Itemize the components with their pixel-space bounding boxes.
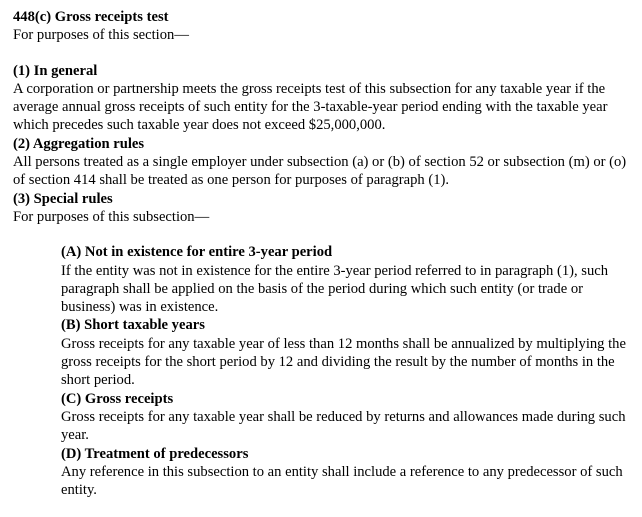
subsection-d: [61, 445, 636, 500]
subsection-heading: (A) Not in existence for entire 3-year period: [61, 244, 333, 261]
subsection-heading: (B) Short taxable years: [61, 317, 205, 334]
section-1: [13, 62, 634, 135]
section-text: All persons treated as a single employer under subsection (a) or (b) of section 52 or subsection (m) or (o) of section 414 shall be treated as one person for purposes of paragraph (1).: [13, 154, 627, 189]
spacer: [13, 45, 634, 62]
subsection-c: [61, 390, 636, 445]
section-text: For purposes of this subsection—: [13, 208, 210, 225]
section-text: A corporation or partnership meets the gross receipts test of this subsection for any taxable year if the average annual gross receipts of such entity for the 3-taxable-year period ending with the taxable year which precedes such taxable year does not exceed $25,000,000.: [13, 80, 608, 134]
section-heading: (3) Special rules: [13, 190, 113, 207]
section-heading: (1) In general: [13, 62, 98, 79]
section-3: [13, 190, 634, 227]
subsection-text: If the entity was not in existence for the entire 3-year period referred to in paragraph (1), such paragraph shall be applied on the basis of the period during which such entity (or trade or business) was in existence.: [61, 262, 609, 316]
subsection-text: Any reference in this subsection to an entity shall include a reference to any predecessor of such entity.: [61, 463, 623, 499]
subsection-heading: (D) Treatment of predecessors: [61, 445, 249, 462]
subsection-text: Gross receipts for any taxable year shall be reduced by returns and allowances made during such year.: [61, 408, 626, 444]
section-2: [13, 135, 634, 190]
subsection-text: Gross receipts for any taxable year of less than 12 months shall be annualized by multiplying the gross receipts for the short period by 12 and dividing the result by the number of months in the short period.: [61, 335, 626, 389]
subsection-heading: (C) Gross receipts: [61, 390, 174, 407]
document-title: 448(c) Gross receipts test: [13, 9, 169, 25]
subsection-list: [61, 243, 636, 499]
document-intro: For purposes of this section—: [13, 27, 189, 44]
section-heading: (2) Aggregation rules: [13, 135, 145, 152]
subsection-a: [61, 243, 636, 316]
subsection-b: [61, 316, 636, 389]
